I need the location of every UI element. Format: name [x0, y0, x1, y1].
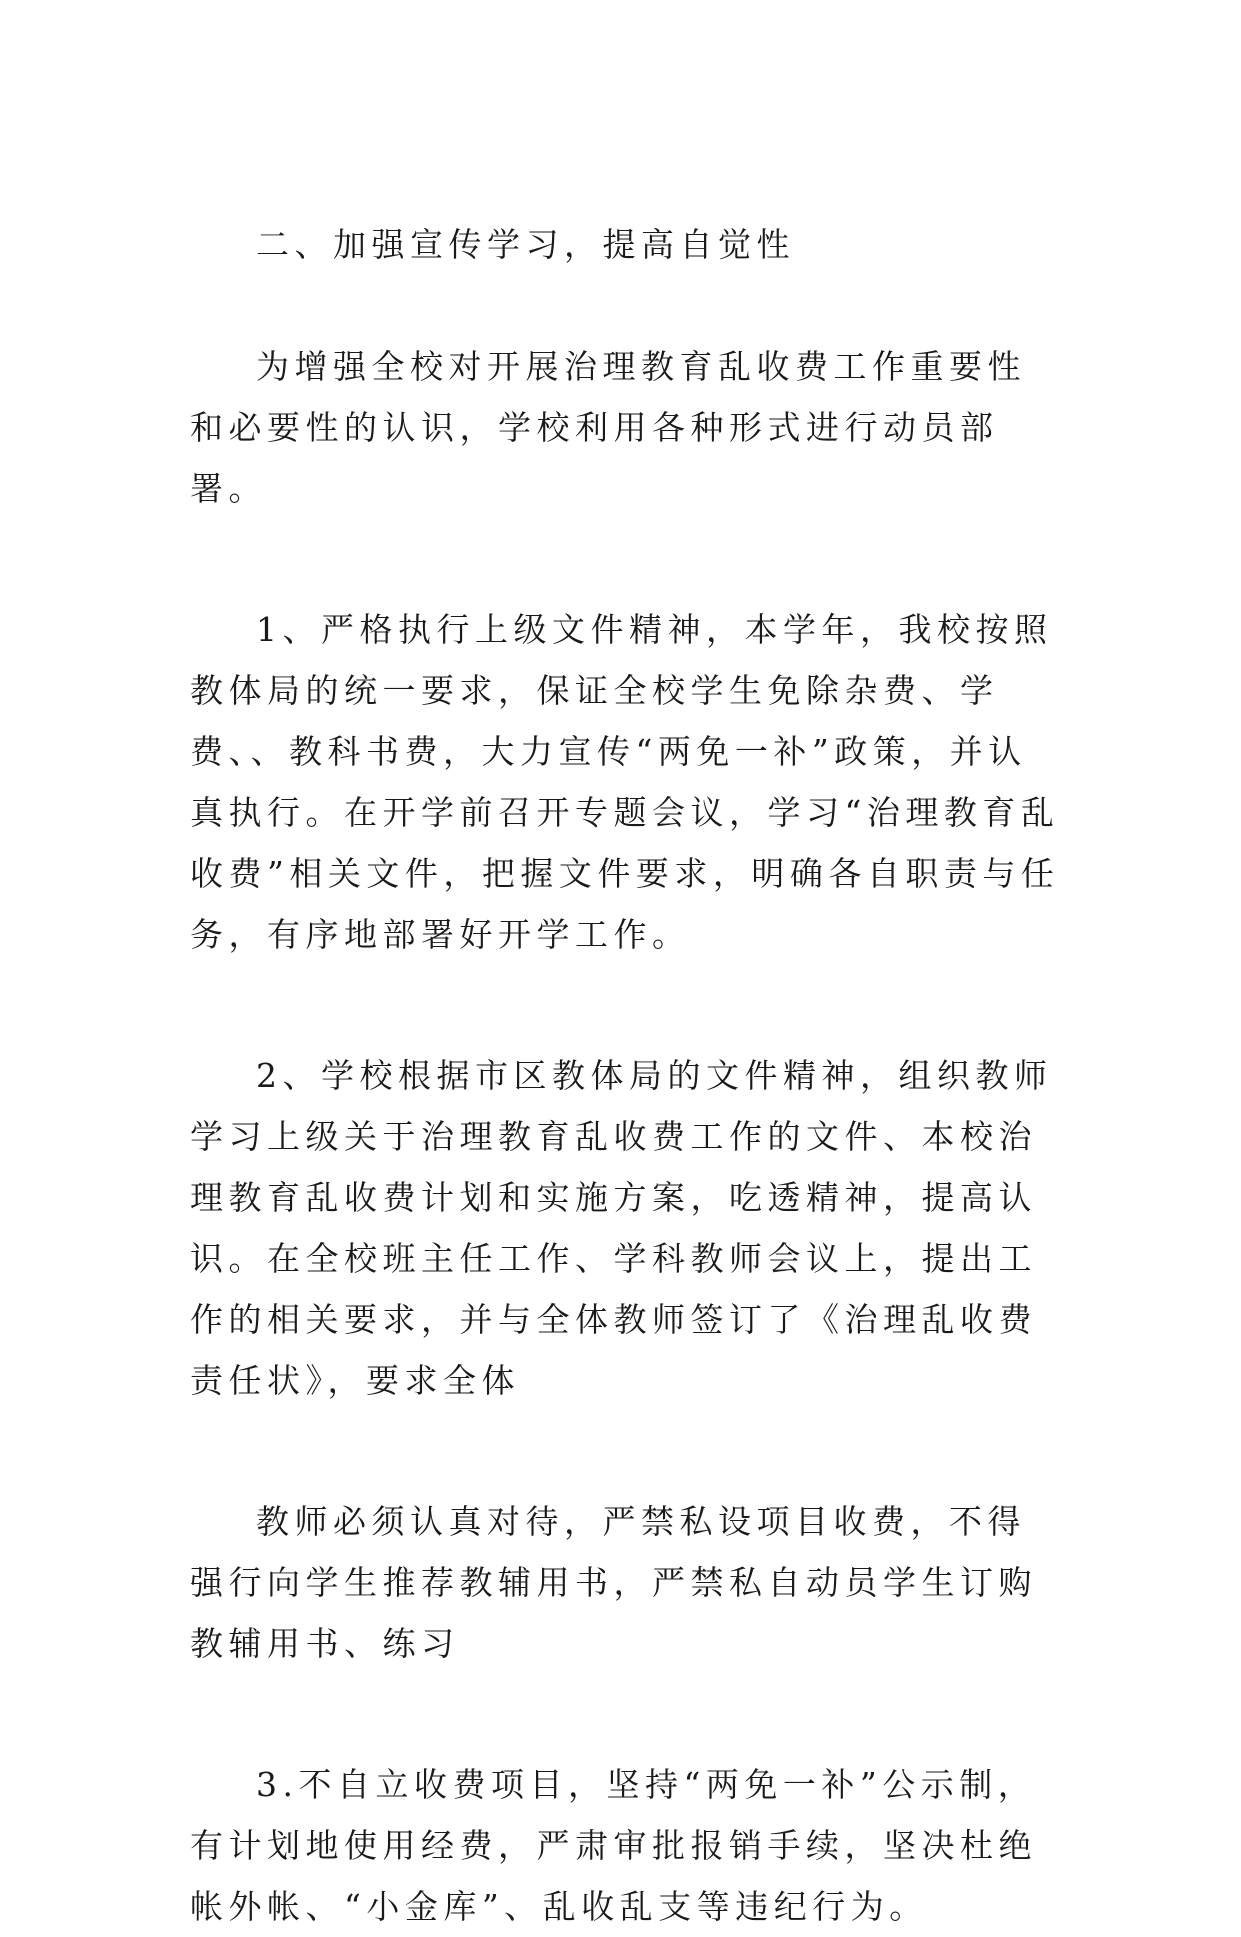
paragraph-item-2: 2、学校根据市区教体局的文件精神，组织教师学习上级关于治理教育乱收费工作的文件、本校治理教育乱收费计划和实施方案，吃透精神，提高认识。在全校班主任工作、学科教师会议上，提出工作的相关要求，并与全体教师签订了《治理乱收费责任状》，要求全体 [190, 1056, 1053, 1400]
paragraph-item-3: 3.不自立收费项目，坚持“两免一补”公示制，有计划地使用经费，严肃审批报销手续，坚决杜绝帐外帐、“小金库”、乱收乱支等违纪行为。 [190, 1765, 1037, 1926]
paragraph-intro: 为增强全校对开展治理教育乱收费工作重要性和必要性的认识，学校利用各种形式进行动员部署。 [190, 347, 1026, 508]
document-body [190, 214, 1060, 1937]
section-heading: 二、加强宣传学习，提高自觉性 [256, 225, 795, 264]
paragraph-item-1: 1、严格执行上级文件精神，本学年，我校按照教体局的统一要求，保证全校学生免除杂费、学费、、教科书费，大力宣传“两免一补”政策，并认真执行。在开学前召开专题会议，学习“治理教育乱收费”相关文件，把握文件要求，明确各自职责与任务，有序地部署好开学工作。 [190, 610, 1060, 954]
paragraph-continuation: 教师必须认真对待，严禁私设项目收费，不得强行向学生推荐教辅用书，严禁私自动员学生订购教辅用书、练习 [190, 1502, 1037, 1663]
